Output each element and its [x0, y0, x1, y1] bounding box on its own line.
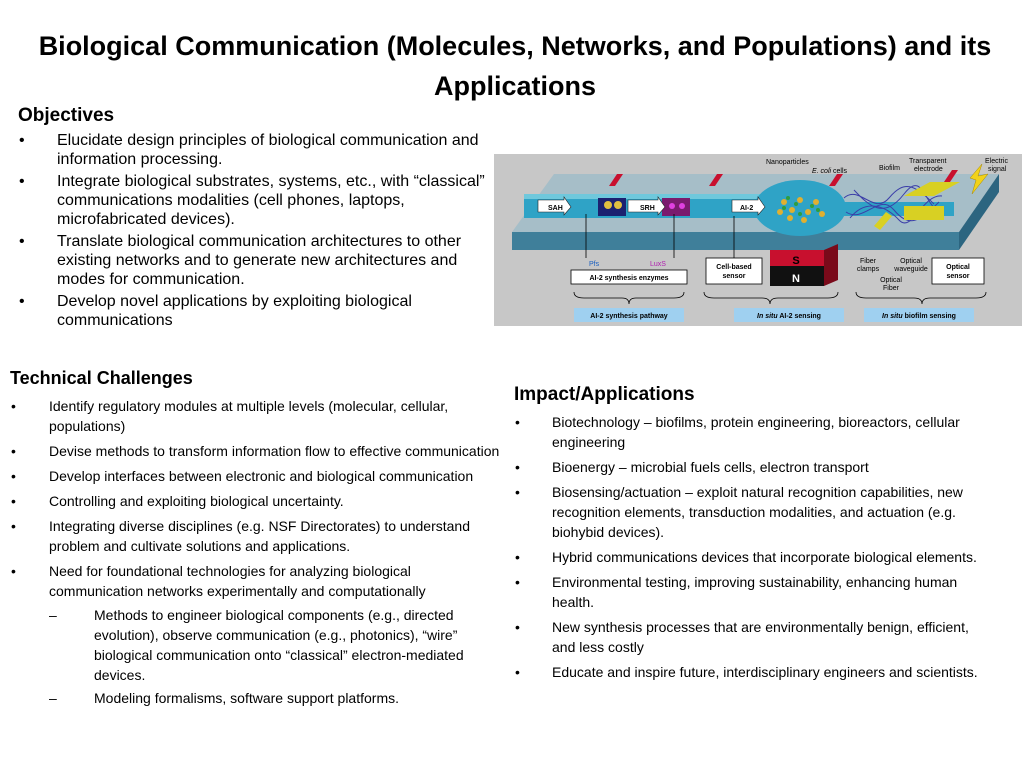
insitu-italic: In situ	[757, 313, 778, 320]
impact-item: • Biotechnology – biofilms, protein engineering, bioreactors, cellular engineering	[514, 412, 992, 452]
cell-based-sensor-box	[706, 258, 762, 284]
challenge-subitem: – Modeling formalisms, software support platforms.	[49, 688, 504, 708]
challenge-item: • Integrating diverse disciplines (e.g. NSF Directorates) to understand problem and cultivate solutions and applications.	[10, 516, 504, 556]
insitu-sensing-label	[757, 313, 821, 320]
objectives-heading: Objectives	[18, 105, 115, 126]
challenges-heading: Technical Challenges	[10, 368, 193, 388]
magnet-s-label: S	[792, 255, 800, 267]
challenge-item: • Controlling and exploiting biological uncertainty.	[10, 491, 504, 511]
impact-item: • Bioenergy – microbial fuels cells, electron transport	[514, 457, 992, 477]
sah-label: SAH	[548, 205, 563, 212]
cell-based-label: Cell-based	[716, 264, 752, 271]
optical-fiber-label: Optical	[880, 277, 902, 284]
enzyme-marker	[669, 203, 675, 209]
clamps-label: clamps	[856, 266, 880, 273]
impact-section	[514, 382, 992, 687]
transparent-label: Transparent	[909, 158, 947, 165]
magnet-n-label: N	[792, 273, 800, 285]
ecoli-italic: E. coli	[812, 168, 832, 175]
chip-front-face	[512, 232, 959, 250]
insitu-italic-2: In situ	[882, 313, 903, 320]
channel-top	[524, 194, 774, 199]
impact-heading: Impact/Applications	[514, 384, 695, 405]
slide-title: Biological Communication (Molecules, Networks, and Populations) and its Applications	[38, 31, 992, 101]
pfs-reservoir	[598, 198, 626, 216]
fiber-label: Fiber	[883, 285, 899, 292]
objective-item: • Translate biological communication architectures to other existing networks and to generate new architectures and modes for communication.	[18, 232, 490, 289]
challenge-subitem: – Methods to engineer biological components (e.g., directed evolution), observe communication (e.g., photonics), “wire” biological communication onto “classical” electron-mediated devices.	[49, 605, 504, 685]
objectives-section	[18, 104, 490, 330]
signal-label: signal	[988, 166, 1007, 173]
biofilm-label: Biofilm	[879, 165, 901, 172]
optical-waveguide-label: Optical	[900, 258, 922, 265]
sensor-label: sensor	[722, 273, 746, 280]
ai2-label: AI-2	[740, 205, 754, 212]
challenge-item: • Develop interfaces between electronic and biological communication	[10, 466, 504, 486]
challenge-item-text: Need for foundational technologies for analyzing biological communication networks experimentally and computationally	[49, 563, 426, 599]
insitu-sensing-rest: AI-2 sensing	[777, 313, 821, 320]
synthesis-enzymes-label: AI-2 synthesis enzymes	[589, 275, 669, 282]
srh-label: SRH	[640, 205, 655, 212]
impact-item: • Environmental testing, improving sustainability, enhancing human health.	[514, 572, 992, 612]
impact-item: • Hybrid communications devices that incorporate biological elements.	[514, 547, 992, 567]
challenge-sublist	[49, 605, 504, 708]
sensing-chamber	[754, 180, 846, 236]
impact-item: • Biosensing/actuation – exploit natural recognition capabilities, new recognition elements, transduction modalities, and actuation (e.g. biohybid devices).	[514, 482, 992, 542]
magnet-side	[824, 244, 838, 286]
luxs-label: LuxS	[650, 261, 666, 268]
enzyme-marker	[604, 201, 612, 209]
ecoli-label	[812, 168, 848, 175]
objective-item: • Integrate biological substrates, systems, etc., with “classical” communications modalities (cell phones, laptops, microfabricated devices).	[18, 172, 490, 229]
optical-sensor-box	[932, 258, 984, 284]
optical-waveguide-block	[904, 206, 944, 220]
ecoli-rest: cells	[831, 168, 848, 175]
objectives-list	[18, 131, 490, 330]
luxs-reservoir	[662, 198, 690, 216]
sensor-label-2: sensor	[946, 273, 970, 280]
pfs-label: Pfs	[589, 261, 600, 268]
electric-label: Electric	[985, 158, 1008, 165]
insitu-biofilm-label	[882, 313, 956, 320]
objective-item: • Elucidate design principles of biological communication and information processing.	[18, 131, 490, 169]
waveguide-label: waveguide	[894, 266, 928, 273]
challenge-item: • Devise methods to transform information flow to effective communication	[10, 441, 504, 461]
challenge-item	[10, 561, 504, 708]
technical-challenges-section	[10, 366, 504, 713]
electrode-label: electrode	[914, 166, 943, 173]
impact-list	[514, 412, 992, 682]
challenges-list	[10, 396, 504, 708]
insitu-biofilm-rest: biofilm sensing	[902, 313, 956, 320]
optical-sensor-label: Optical	[946, 264, 970, 271]
impact-item: • Educate and inspire future, interdisciplinary engineers and scientists.	[514, 662, 992, 682]
nanoparticles-label: Nanoparticles	[766, 159, 809, 166]
objective-item: • Develop novel applications by exploiting biological communications	[18, 292, 490, 330]
enzyme-marker	[679, 203, 685, 209]
pathway-label: AI-2 synthesis pathway	[590, 313, 668, 320]
enzyme-marker	[614, 201, 622, 209]
impact-item: • New synthesis processes that are environmentally benign, efficient, and less costly	[514, 617, 992, 657]
fiber-clamps-label: Fiber	[860, 258, 876, 265]
challenge-item: • Identify regulatory modules at multiple levels (molecular, cellular, populations)	[10, 396, 504, 436]
biosensor-diagram	[494, 154, 1022, 326]
